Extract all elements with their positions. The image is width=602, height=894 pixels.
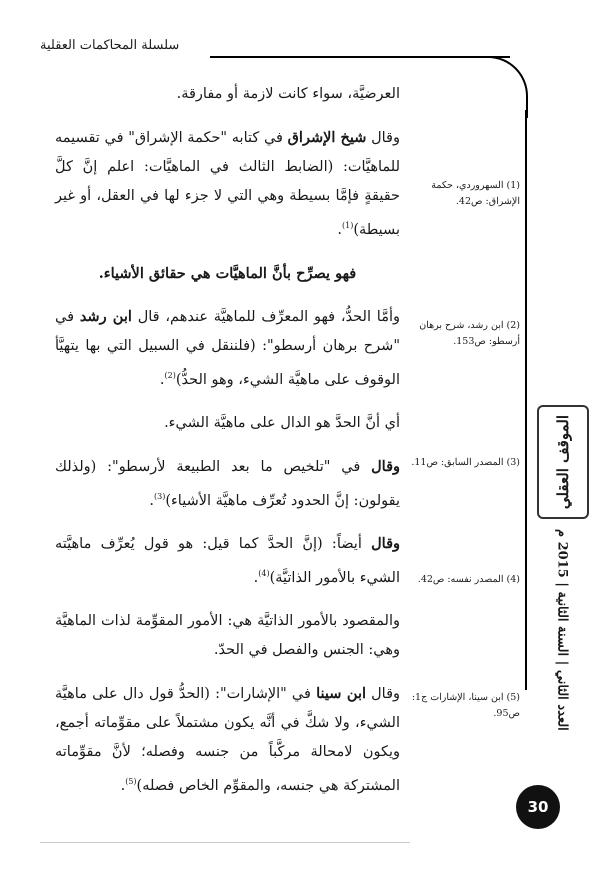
issue-label: العدد الثاني | السنة الثانية | 2015 م (554, 529, 570, 731)
paragraph-9: وقال ابن سينا في "الإشارات": (الحدُّ قول دال على ماهيَّة الشيء، ولا شكَّ في أنَّه يكون مشتملاً على مقوِّماته أجمع، ويكون لامحالة مركَّباً من جنسه وفصله؛ لأنَّ مقوِّماته المشتركة هي جنسه، والمقوِّم الخاص فصله)$^{(5)}$. (55, 685, 401, 795)
paragraph-1: العرضيَّة، سواء كانت لازمة أو مفارقة. (176, 86, 400, 102)
footnote-3: (3) المصدر السابق: ص11. (411, 457, 520, 468)
paragraph-8: والمقصود بالأمور الذاتيَّة هي: الأمور المقوِّمة لذات الماهيَّة وهي: الجنس والفصل في الحدّ. (55, 613, 400, 659)
footnote-ref-5: (5) (125, 777, 137, 787)
footnote-1: (1) السهروردي، حكمة الإشراق: ص42. (431, 180, 520, 207)
paragraph-2: وقال شيخ الإشراق في كتابه "حكمة الإشراق" في تقسيمه للماهيَّات: (الضابط الثالث في الماهيَّات: اعلم إنَّ كلَّ حقيقةٍ فإمَّا بسيطة وهي التي لا جزء لها في العقل، أو غير بسيطة)$^{(1)}$. (55, 129, 400, 238)
name-ibn-sina: ابن سينا (316, 685, 367, 703)
footnote-5: (5) ابن سينا، الإشارات ج1: ص95. (411, 692, 520, 719)
footnote-2: (2) ابن رشد، شرح برهان أرسطو: ص153. (419, 320, 520, 347)
vertical-rule (525, 110, 527, 690)
paragraph-3: فهو يصرِّح بأنَّ الماهيَّات هي حقائق الأشياء. (98, 264, 357, 282)
footnote-ref-1: (1) (341, 221, 354, 230)
footnote-ref-2: (2) (164, 370, 176, 380)
footnote-ref-4: (4) (258, 569, 270, 579)
paragraph-6: وقال في "تلخيص ما بعد الطبيعة لأرسطو": (ولذلك يقولون: إنَّ الحدود تُعرِّف ماهيَّة الأشياء)$^{(3)}$. (55, 457, 400, 509)
journal-logo: الموقف العقلي (537, 405, 589, 519)
header-rule (210, 56, 510, 58)
footnote-4: (4) المصدر نفسه: ص42. (417, 574, 520, 585)
footnote-ref-3: (3) (153, 491, 166, 501)
series-title: سلسلة المحاكمات العقلية (40, 38, 180, 53)
name-suhrawardi: شيخ الإشراق (287, 129, 367, 146)
page-number: 30 (516, 785, 560, 829)
main-text (55, 80, 400, 815)
name-ibn-rushd: ابن رشد (79, 307, 132, 325)
paragraph-7: وقال أيضاً: (إنَّ الحدَّ كما قيل: هو قول يُعرِّف ماهيَّته الشيء بالأمور الذاتيَّة)$^{(4)}$. (55, 535, 400, 587)
paragraph-5: أي أنَّ الحدَّ هو الدال على ماهيَّة الشيء. (164, 414, 400, 431)
bottom-rule (40, 842, 410, 843)
paragraph-4: وأمَّا الحدُّ، فهو المعرِّف للماهيَّة عندهم، قال ابن رشد في "شرح برهان أرسطو": (فلننقل في السبيل التي بها يتهيَّأ الوقوف على ماهيَّة الشيء، وهو الحدُّ)$^{(2)}$. (55, 307, 400, 388)
header-curve (470, 56, 528, 118)
